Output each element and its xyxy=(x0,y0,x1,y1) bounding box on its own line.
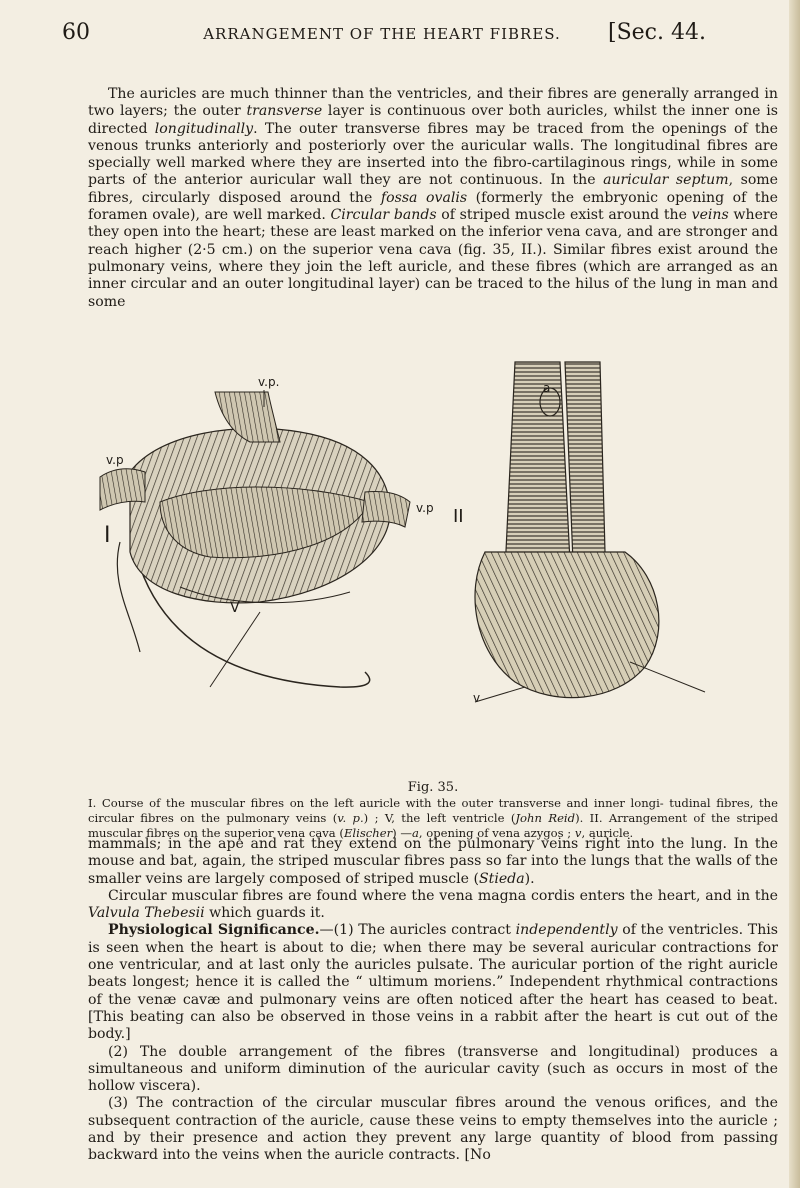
text-span: (formerly the embryonic opening of the foramen ovale), are well marked. xyxy=(88,189,778,224)
text-span: (3) The contraction of the circular muscular fibres around the venous orifices, and the subsequent contraction of the auricle, cause these veins to empty themselves into the auricle ; and by their presence and action they prevent any large quantity of blood from passing backward into the veins when the auricle contracts. [No xyxy=(88,1095,778,1164)
paragraph-mammals xyxy=(88,836,778,888)
emphasis-veins: veins xyxy=(691,207,729,224)
paragraph-circular-contraction xyxy=(88,1095,778,1164)
text-span: layer is continuous over both auricles, whilst the inner one is directed xyxy=(88,103,779,137)
caption-italic: Reid xyxy=(548,811,576,825)
caption-text: ) xyxy=(392,826,397,840)
label-v-auricle: v xyxy=(473,691,481,705)
body-text-continued xyxy=(88,836,778,1165)
caption-italic: John xyxy=(515,811,542,825)
label-roman-i: I xyxy=(104,523,111,548)
caption-italic: a xyxy=(411,826,419,840)
label-vp-right: v.p xyxy=(416,501,434,515)
heading-physiological-significance: Physiological Significance. xyxy=(108,922,320,939)
text-span: . The outer transverse fibres may be traced from the openings of the venous trunks anteriorly and posteriorly over the auricular walls. The longitudinal fibres are specially well marked where they are inserted into the fibro-cartilaginous rings, while in some parts of the anterior auricular wall they are not continuous. In the xyxy=(88,120,778,189)
text-span: Circular muscular fibres are found where the vena magna cordis enters the heart, and in the xyxy=(108,887,778,904)
emphasis-stieda: Stieda xyxy=(479,870,525,887)
caption-text: , auricle. xyxy=(581,826,634,840)
figure-35-i-illustration xyxy=(100,352,470,762)
caption-italic: v xyxy=(574,826,582,840)
label-roman-ii: II xyxy=(453,506,464,527)
text-span: of striped muscle exist around the xyxy=(436,207,692,224)
paragraph-physiological-significance xyxy=(88,922,778,1043)
emphasis-valvula-thebesii: Valvula Thebesii xyxy=(88,905,205,922)
section-marker: [Sec. 44. xyxy=(608,20,706,45)
caption-text: I. Course of the muscular fibres on the left auricle with the outer transverse and inner longi- xyxy=(88,796,664,810)
caption-text: ). II. Arrangement of the striped muscular fibres on the superior vena cava ( xyxy=(88,811,779,840)
label-vp-left: v.p xyxy=(106,453,124,467)
running-title: ARRANGEMENT OF THE HEART FIBRES. xyxy=(203,25,561,43)
page-edge-shadow xyxy=(789,0,800,1188)
text-span: The auricles are much thinner than the ventricles, and their fibres are generally arranged in two layers; the outer xyxy=(88,86,778,120)
page-number: 60 xyxy=(62,20,90,45)
emphasis-circular-bands: Circular bands xyxy=(330,207,437,224)
text-span: —(1) The auricles contract xyxy=(319,922,516,939)
emphasis-transverse: transverse xyxy=(246,103,323,120)
running-header xyxy=(62,20,782,64)
label-a-azygos: a xyxy=(543,381,551,395)
emphasis-independently: independently xyxy=(515,922,618,939)
emphasis-fossa-ovalis: fossa ovalis xyxy=(380,189,468,206)
figure-caption xyxy=(88,780,778,841)
caption-text: — xyxy=(400,826,412,840)
text-span: which guards it. xyxy=(204,905,325,922)
figure-title: Fig. 35. xyxy=(407,780,459,795)
caption-text: ) ; V, the left ventricle ( xyxy=(363,811,516,825)
text-span: where they open into the heart; these are least marked on the inferior vena cava, and are stronger and reach higher (2·5 cm.) on the superior vena cava (fig. 35, II.). Similar fibres exist around the pulmonary veins, where they join the left auricle, and these fibres (which are arranged as an inner circular and an outer longitudinal layer) can be traced to the hilus of the lung in man and some xyxy=(88,207,778,310)
text-span: ). xyxy=(524,870,535,887)
emphasis-longitudinally: longitudinally xyxy=(154,120,254,137)
caption-text: , opening of vena azygos ; xyxy=(418,826,575,840)
figure-35-ii-illustration xyxy=(455,362,775,762)
label-vp-top: v.p. xyxy=(258,375,280,389)
text-span: of the ventricles. This is seen when the heart is about to die; when there may be several auricular contractions for one ventricular, and at last only the auricles pulsate. The auricular portion of the right auricle beats longest; hence it is called the “ ultimum moriens.” Independent rhythmical contractions of the venæ cavæ and pulmonary veins are often noticed after the heart has ceased to beat. [This beating can also be observed in those veins in a rabbit after the heart is cut out of the body.] xyxy=(88,922,779,1043)
paragraph-double-arrangement xyxy=(88,1044,778,1096)
paragraph-circular-fibres xyxy=(88,888,778,923)
caption-text: tudinal fibres, the circular fibres on the pulmonary veins ( xyxy=(88,796,778,825)
text-span: (2) The double arrangement of the fibres (transverse and longitudinal) produces a simultaneous and uniform diminution of the auricular cavity (such as occurs in most of the hollow viscera). xyxy=(88,1043,778,1095)
caption-italic: v. p. xyxy=(337,811,364,825)
caption-italic: Elischer xyxy=(343,826,393,840)
text-span: , some fibres, circularly disposed around the xyxy=(88,172,779,206)
label-ventricle-v: V xyxy=(230,600,240,616)
text-span: mammals; in the ape and rat they extend on the pulmonary veins right into the lung. In the mouse and bat, again, the striped muscular fibres pass so far into the lungs that the walls of the smaller veins are largely composed of striped muscle ( xyxy=(88,836,778,887)
emphasis-auricular-septum: auricular septum xyxy=(603,172,729,189)
paragraph-auricle-layers xyxy=(88,86,778,311)
